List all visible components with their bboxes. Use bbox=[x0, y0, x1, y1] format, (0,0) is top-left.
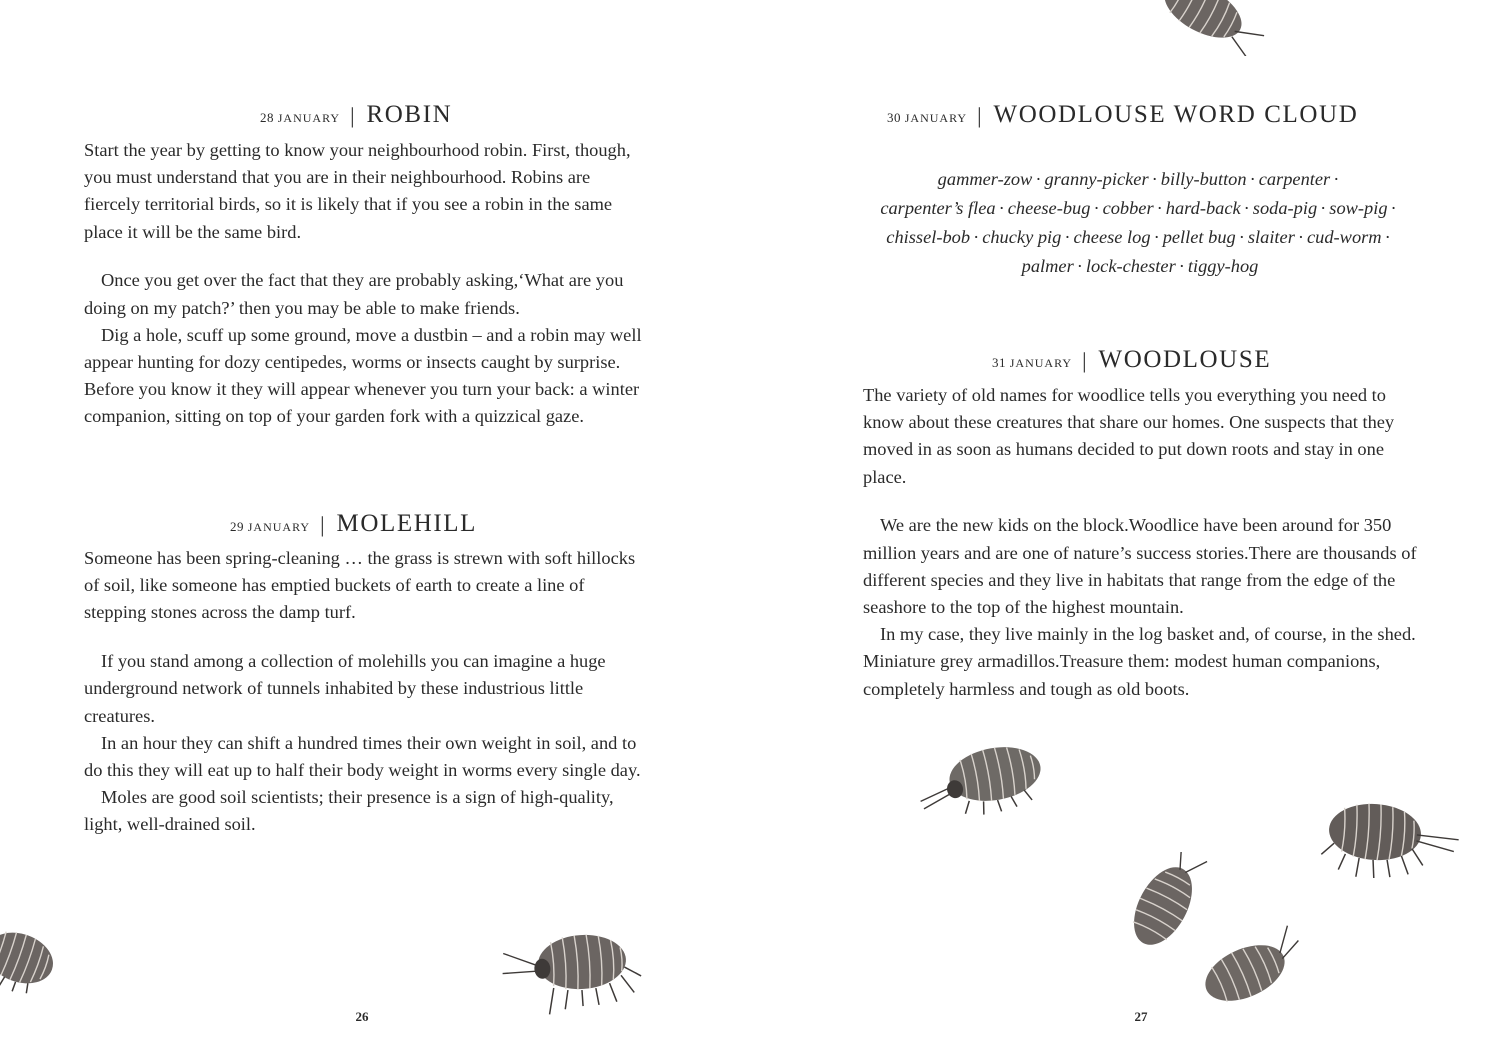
woodlouse-illustration bbox=[1155, 0, 1265, 56]
word-separator: · bbox=[1243, 198, 1250, 218]
word-cloud-word: billy-button bbox=[1160, 169, 1247, 189]
word-cloud-word: sow-pig bbox=[1329, 198, 1388, 218]
word-separator: · bbox=[1153, 227, 1160, 247]
word-separator: · bbox=[1297, 227, 1304, 247]
word-separator: · bbox=[1238, 227, 1245, 247]
entry-heading-robin bbox=[260, 101, 452, 129]
paragraph: If you stand among a collection of molehills you can imagine a huge underground network of tunnels inhabited by these industrious little creatures. bbox=[84, 651, 606, 726]
heading-separator: | bbox=[1082, 348, 1087, 373]
paragraph: In my case, they live mainly in the log basket and, of course, in the shed. Miniature grey armadillos.Treasure them: modest human companions, completely harmless and tough as old boots. bbox=[863, 624, 1416, 699]
word-separator: · bbox=[1093, 198, 1100, 218]
woodlouse-illustration bbox=[0, 920, 70, 1000]
word-separator: · bbox=[973, 227, 980, 247]
word-separator: · bbox=[1390, 198, 1397, 218]
word-cloud-word: cud-worm bbox=[1307, 227, 1382, 247]
word-separator: · bbox=[1076, 256, 1083, 276]
page-number: 27 bbox=[1134, 1009, 1148, 1024]
word-separator: · bbox=[998, 198, 1005, 218]
word-cloud-word: gammer-zow bbox=[937, 169, 1033, 189]
entry-title: WOODLOUSE bbox=[1098, 346, 1272, 373]
entry-heading-woodlouse bbox=[992, 346, 1271, 374]
woodlouse-illustration bbox=[915, 738, 1050, 818]
word-cloud-word: hard-back bbox=[1165, 198, 1241, 218]
word-separator: · bbox=[1151, 169, 1158, 189]
word-separator: · bbox=[1035, 169, 1042, 189]
word-separator: · bbox=[1156, 198, 1163, 218]
paragraph: Moles are good soil scientists; their presence is a sign of high-quality, light, well-drained soil. bbox=[84, 787, 614, 835]
word-cloud-word: chissel-bob bbox=[886, 227, 971, 247]
heading-separator: | bbox=[977, 103, 982, 128]
word-cloud-word: cobber bbox=[1102, 198, 1154, 218]
woodlouse-illustration bbox=[1195, 925, 1305, 1010]
paragraph: We are the new kids on the block.Woodlice have been around for 350 million years and are one of nature’s success stories.There are thousands of different species and they live in habitats that range from the edge of the seashore to the top of the highest mountain. bbox=[863, 515, 1417, 618]
word-cloud bbox=[840, 165, 1440, 281]
paragraph: The variety of old names for woodlice tells you everything you need to know about these creatures that share our homes. One suspects that they moved in as soon as humans decided to put down roots and stay in one place. bbox=[863, 385, 1395, 487]
word-cloud-word: pellet bug bbox=[1162, 227, 1236, 247]
word-separator: · bbox=[1333, 169, 1340, 189]
word-cloud-word: carpenter’s flea bbox=[880, 198, 996, 218]
heading-separator: | bbox=[320, 512, 325, 537]
entry-heading-word-cloud bbox=[887, 101, 1358, 129]
word-cloud-word: cheese log bbox=[1073, 227, 1151, 247]
entry-date: 31 JANUARY bbox=[992, 355, 1073, 370]
word-cloud-word: carpenter bbox=[1258, 169, 1331, 189]
word-cloud-line bbox=[840, 194, 1440, 223]
entry-title: MOLEHILL bbox=[336, 510, 478, 537]
entry-body-woodlouse bbox=[863, 382, 1428, 703]
word-cloud-line bbox=[840, 223, 1440, 252]
entry-title: ROBIN bbox=[366, 101, 453, 128]
entry-title: WOODLOUSE WORD CLOUD bbox=[993, 101, 1359, 128]
word-cloud-word: cheese-bug bbox=[1007, 198, 1091, 218]
entry-date: 29 JANUARY bbox=[230, 519, 311, 534]
word-separator: · bbox=[1320, 198, 1327, 218]
paragraph: Someone has been spring-cleaning … the grass is strewn with soft hillocks of soil, like someone has emptied buckets of earth to create a line of stepping stones across the damp turf. bbox=[84, 548, 636, 623]
paragraph: Start the year by getting to know your neighbourhood robin. First, though, you must understand that you are in their neighbourhood. Robins are fiercely territorial birds, so it is likely that if you see a robin in the same place it will be the same bird. bbox=[84, 140, 631, 242]
word-cloud-word: granny-picker bbox=[1044, 169, 1149, 189]
word-separator: · bbox=[1384, 227, 1391, 247]
woodlouse-illustration bbox=[500, 922, 650, 1017]
right-page bbox=[750, 0, 1500, 1057]
word-cloud-word: lock-chester bbox=[1085, 256, 1176, 276]
word-cloud-word: tiggy-hog bbox=[1187, 256, 1259, 276]
entry-body-molehill bbox=[84, 545, 644, 839]
entry-heading-molehill bbox=[230, 510, 477, 538]
page-number: 26 bbox=[355, 1009, 369, 1024]
entry-body-robin bbox=[84, 137, 644, 431]
paragraph: In an hour they can shift a hundred times their own weight in soil, and to do this they will eat up to half their body weight in worms every single day. bbox=[84, 732, 641, 781]
word-cloud-word: slaiter bbox=[1247, 227, 1295, 247]
word-separator: · bbox=[1249, 169, 1256, 189]
word-cloud-word: chucky pig bbox=[982, 227, 1062, 247]
entry-date: 30 JANUARY bbox=[887, 110, 968, 125]
word-cloud-word: palmer bbox=[1021, 256, 1074, 276]
word-separator: · bbox=[1064, 227, 1071, 247]
word-cloud-word: soda-pig bbox=[1252, 198, 1318, 218]
woodlouse-illustration bbox=[1315, 790, 1465, 885]
paragraph: Dig a hole, scuff up some ground, move a dustbin – and a robin may well appear hunting for dozy centipedes, worms or insects caught by surprise. Before you know it they will appear whenever you turn your back: a winter companion, sitting on top of your garden fork with a quizzical gaze. bbox=[84, 324, 642, 427]
paragraph: Once you get over the fact that they are probably asking,‘What are you doing on my patch?’ then you may be able to make friends. bbox=[84, 270, 624, 318]
heading-separator: | bbox=[350, 103, 355, 128]
word-cloud-line bbox=[840, 252, 1440, 281]
word-separator: · bbox=[1178, 256, 1185, 276]
entry-date: 28 JANUARY bbox=[260, 110, 341, 125]
word-cloud-line bbox=[840, 165, 1440, 194]
